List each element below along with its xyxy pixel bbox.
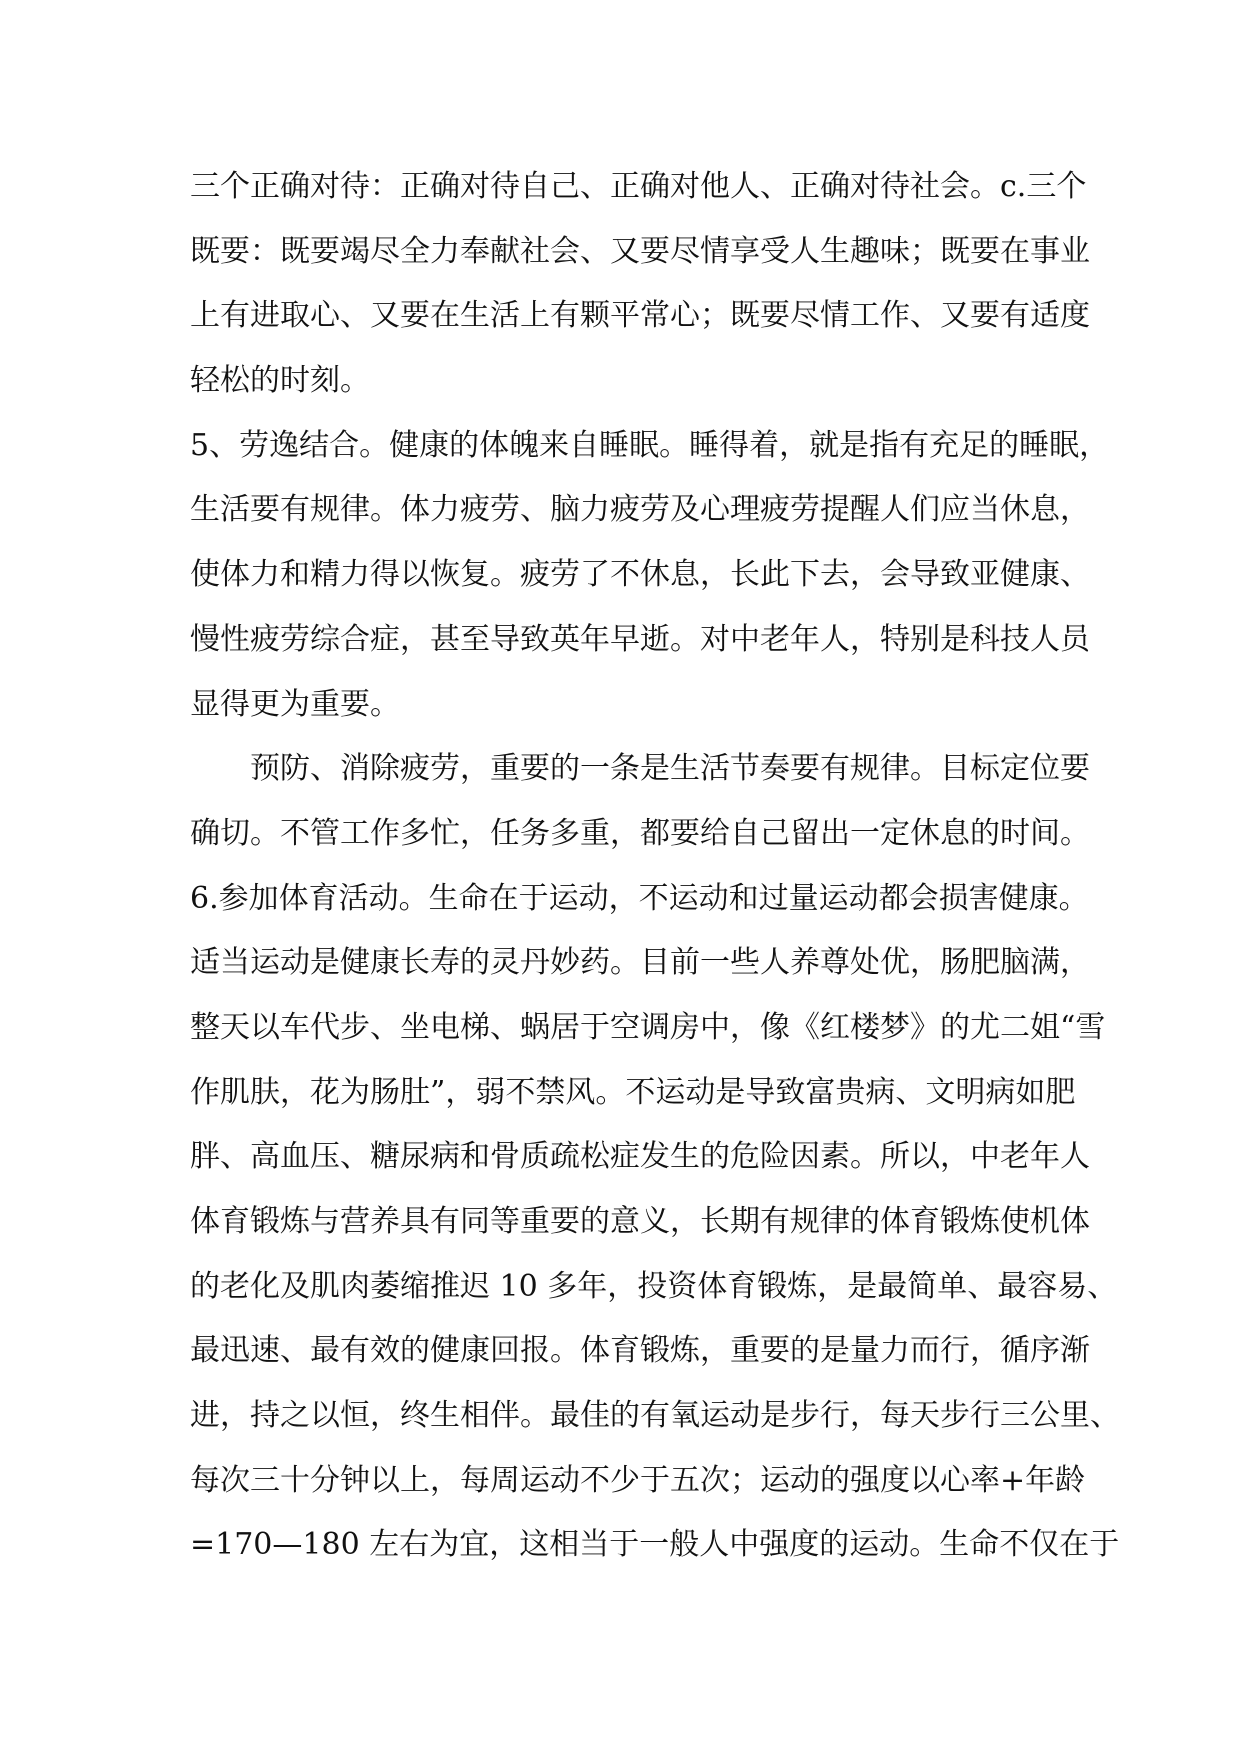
text-line: 每次三十分钟以上，每周运动不少于五次；运动的强度以心率+年龄 bbox=[190, 1462, 1086, 1498]
text-line: 作肌肤，花为肠肚”，弱不禁风。不运动是导致富贵病、文明病如肥 bbox=[190, 1074, 1076, 1110]
text-line: 使体力和精力得以恢复。疲劳了不休息，长此下去，会导致亚健康、 bbox=[190, 557, 1090, 593]
text-line: 5、劳逸结合。健康的体魄来自睡眠。睡得着，就是指有充足的睡眠， bbox=[190, 427, 1110, 463]
text-line: 体育锻炼与营养具有同等重要的意义，长期有规律的体育锻炼使机体 bbox=[190, 1204, 1090, 1239]
text-line: 最迅速、最有效的健康回报。体育锻炼，重要的是量力而行，循序渐 bbox=[190, 1333, 1090, 1369]
text-line: 生活要有规律。体力疲劳、脑力疲劳及心理疲劳提醒人们应当休息， bbox=[190, 492, 1090, 528]
text-line: 的老化及肌肉萎缩推迟 10 多年，投资体育锻炼，是最简单、最容易、 bbox=[190, 1268, 1118, 1304]
text-line: 既要：既要竭尽全力奉献社会、又要尽情享受人生趣味；既要在事业 bbox=[190, 233, 1090, 269]
text-line: 三个正确对待：正确对待自己、正确对他人、正确对待社会。c.三个 bbox=[190, 169, 1087, 204]
body-text bbox=[190, 155, 1120, 1578]
text-line: 进，持之以恒，终生相伴。最佳的有氧运动是步行，每天步行三公里、 bbox=[190, 1398, 1120, 1434]
text-line: 预防、消除疲劳，重要的一条是生活节奏要有规律。目标定位要 bbox=[250, 751, 1090, 787]
text-line: 适当运动是健康长寿的灵丹妙药。目前一些人养尊处优，肠肥脑满， bbox=[190, 945, 1090, 981]
text-line: 慢性疲劳综合症，甚至导致英年早逝。对中老年人，特别是科技人员 bbox=[190, 621, 1090, 657]
text-line: 确切。不管工作多忙，任务多重，都要给自己留出一定休息的时间。 bbox=[190, 815, 1090, 851]
text-line: 胖、高血压、糖尿病和骨质疏松症发生的危险因素。所以，中老年人 bbox=[190, 1139, 1090, 1175]
text-line: 整天以车代步、坐电梯、蜗居于空调房中，像《红楼梦》的尤二姐“雪 bbox=[190, 1009, 1106, 1045]
text-line: =170—180 左右为宜，这相当于一般人中强度的运动。生命不仅在于 bbox=[190, 1527, 1120, 1563]
text-line: 6.参加体育活动。生命在于运动，不运动和过量运动都会损害健康。 bbox=[190, 880, 1089, 916]
text-line: 显得更为重要。 bbox=[190, 686, 400, 722]
text-line: 轻松的时刻。 bbox=[190, 363, 370, 399]
text-line: 上有进取心、又要在生活上有颗平常心；既要尽情工作、又要有适度 bbox=[190, 298, 1090, 334]
